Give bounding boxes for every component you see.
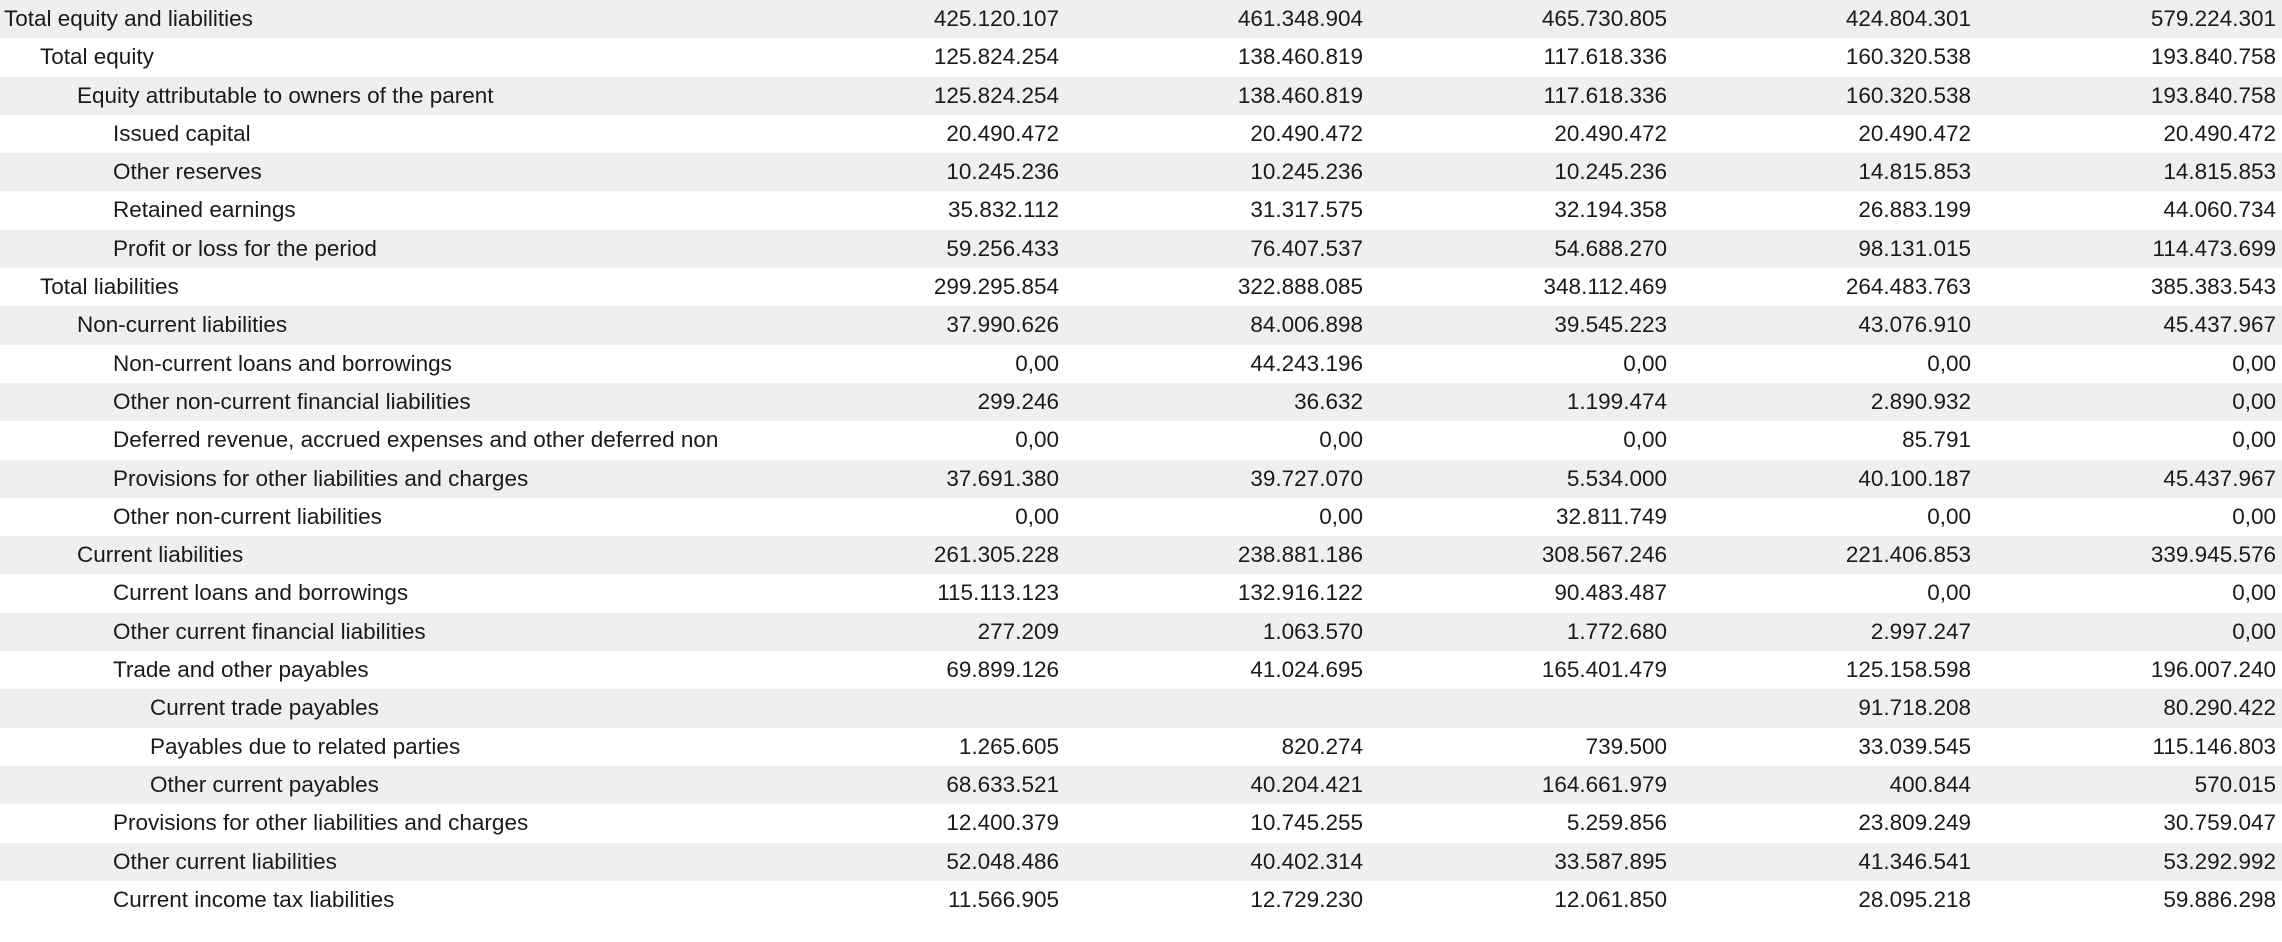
cell-value-col-2: 820.274 [1281, 733, 1363, 759]
cell-value-col-2: 0,00 [1319, 427, 1363, 453]
cell-value-col-1: 125.824.254 [933, 44, 1059, 70]
cell-value-col-5: 59.886.298 [2163, 886, 2276, 912]
table-row [0, 268, 2282, 306]
row-label: Provisions for other liabilities and charges [113, 465, 529, 491]
cell-value-col-5: 80.290.422 [2163, 695, 2276, 721]
cell-value-col-5: 0,00 [2232, 350, 2276, 376]
table-row [0, 766, 2282, 804]
table-row [0, 536, 2282, 574]
table-row [0, 345, 2282, 383]
cell-value-col-3: 164.661.979 [1541, 771, 1667, 797]
cell-value-col-1: 37.691.380 [946, 465, 1059, 491]
cell-value-col-3: 32.811.749 [1556, 503, 1667, 529]
cell-value-col-4: 264.483.763 [1845, 274, 1971, 300]
table-row [0, 728, 2282, 766]
cell-value-col-4: 400.844 [1889, 771, 1971, 797]
cell-value-col-3: 90.483.487 [1554, 580, 1667, 606]
row-label: Non-current liabilities [77, 312, 288, 338]
cell-value-col-2: 322.888.085 [1237, 274, 1363, 300]
row-label: Other current financial liabilities [113, 618, 426, 644]
table-row [0, 613, 2282, 651]
cell-value-col-1: 69.899.126 [946, 657, 1059, 683]
cell-value-col-2: 12.729.230 [1250, 886, 1363, 912]
cell-value-col-5: 579.224.301 [2150, 6, 2276, 31]
cell-value-col-3: 348.112.469 [1543, 274, 1667, 300]
cell-value-col-2: 20.490.472 [1250, 120, 1363, 146]
cell-value-col-4: 424.804.301 [1845, 6, 1971, 31]
cell-value-col-5: 196.007.240 [2150, 657, 2276, 683]
cell-value-col-3: 739.500 [1585, 733, 1667, 759]
cell-value-col-3: 0,00 [1623, 350, 1667, 376]
cell-value-col-3: 5.534.000 [1566, 465, 1667, 491]
cell-value-col-1: 12.400.379 [946, 810, 1059, 836]
cell-value-col-1: 0,00 [1015, 350, 1059, 376]
cell-value-col-3: 1.772.680 [1566, 618, 1667, 644]
cell-value-col-4: 0,00 [1927, 350, 1971, 376]
cell-value-col-1: 35.832.112 [948, 197, 1059, 223]
table-row [0, 689, 2282, 727]
cell-value-col-2: 132.916.122 [1237, 580, 1363, 606]
cell-value-col-5: 115.146.803 [2152, 733, 2276, 759]
cell-value-col-5: 30.759.047 [2163, 810, 2276, 836]
cell-value-col-3: 117.618.336 [1543, 82, 1667, 108]
row-label: Equity attributable to owners of the parent [77, 82, 494, 108]
cell-value-col-3: 54.688.270 [1554, 235, 1667, 261]
table-row [0, 498, 2282, 536]
cell-value-col-3: 20.490.472 [1554, 120, 1667, 146]
cell-value-col-4: 14.815.853 [1858, 159, 1971, 185]
row-label: Current trade payables [150, 695, 379, 721]
cell-value-col-3: 465.730.805 [1541, 6, 1667, 31]
row-label: Current liabilities [77, 542, 244, 568]
row-label: Provisions for other liabilities and charges [113, 810, 529, 836]
cell-value-col-4: 2.890.932 [1870, 388, 1971, 414]
row-label: Issued capital [113, 120, 251, 146]
cell-value-col-5: 45.437.967 [2163, 312, 2276, 338]
cell-value-col-1: 0,00 [1015, 427, 1059, 453]
cell-value-col-2: 39.727.070 [1250, 465, 1363, 491]
cell-value-col-3: 0,00 [1623, 427, 1667, 453]
cell-value-col-5: 339.945.576 [2150, 542, 2276, 568]
row-label: Current income tax liabilities [113, 886, 395, 912]
cell-value-col-3: 1.199.474 [1566, 388, 1667, 414]
cell-value-col-2: 31.317.575 [1250, 197, 1363, 223]
row-label: Non-current loans and borrowings [113, 350, 452, 376]
table-row [0, 230, 2282, 268]
table-row [0, 383, 2282, 421]
cell-value-col-1: 10.245.236 [946, 159, 1059, 185]
cell-value-col-4: 98.131.015 [1858, 235, 1971, 261]
table-row [0, 460, 2282, 498]
cell-value-col-5: 14.815.853 [2163, 159, 2276, 185]
table-row [0, 421, 2282, 459]
cell-value-col-5: 44.060.734 [2163, 197, 2276, 223]
cell-value-col-4: 20.490.472 [1858, 120, 1971, 146]
row-label: Profit or loss for the period [113, 235, 377, 261]
cell-value-col-2: 40.402.314 [1250, 848, 1363, 874]
row-label: Deferred revenue, accrued expenses and other deferred non [113, 427, 719, 453]
cell-value-col-2: 84.006.898 [1250, 312, 1363, 338]
table-row [0, 843, 2282, 881]
table-row [0, 77, 2282, 115]
cell-value-col-1: 11.566.905 [948, 886, 1059, 912]
cell-value-col-1: 115.113.123 [937, 580, 1059, 606]
cell-value-col-5: 0,00 [2232, 503, 2276, 529]
cell-value-col-1: 0,00 [1015, 503, 1059, 529]
cell-value-col-1: 37.990.626 [946, 312, 1059, 338]
cell-value-col-4: 0,00 [1927, 503, 1971, 529]
cell-value-col-5: 0,00 [2232, 427, 2276, 453]
row-label: Total equity [40, 44, 154, 70]
cell-value-col-4: 33.039.545 [1858, 733, 1971, 759]
cell-value-col-2: 238.881.186 [1237, 542, 1363, 568]
row-label: Other reserves [113, 159, 262, 185]
cell-value-col-5: 0,00 [2232, 580, 2276, 606]
cell-value-col-3: 308.567.246 [1541, 542, 1667, 568]
cell-value-col-3: 39.545.223 [1554, 312, 1667, 338]
cell-value-col-2: 41.024.695 [1250, 657, 1363, 683]
cell-value-col-4: 28.095.218 [1858, 886, 1971, 912]
cell-value-col-3: 165.401.479 [1541, 657, 1667, 683]
table-row [0, 191, 2282, 229]
row-label: Trade and other payables [113, 657, 369, 683]
table-row [0, 651, 2282, 689]
cell-value-col-5: 114.473.699 [2152, 235, 2276, 261]
cell-value-col-3: 10.245.236 [1554, 159, 1667, 185]
row-label: Other non-current liabilities [113, 503, 382, 529]
row-label: Total liabilities [40, 274, 179, 300]
cell-value-col-5: 53.292.992 [2163, 848, 2276, 874]
cell-value-col-2: 461.348.904 [1237, 6, 1363, 31]
cell-value-col-5: 45.437.967 [2163, 465, 2276, 491]
cell-value-col-1: 261.305.228 [933, 542, 1059, 568]
cell-value-col-2: 0,00 [1319, 503, 1363, 529]
table-row [0, 804, 2282, 842]
table-row [0, 306, 2282, 344]
cell-value-col-4: 43.076.910 [1858, 312, 1971, 338]
cell-value-col-3: 12.061.850 [1554, 886, 1667, 912]
cell-value-col-4: 160.320.538 [1845, 82, 1971, 108]
cell-value-col-1: 52.048.486 [946, 848, 1059, 874]
row-label: Retained earnings [113, 197, 296, 223]
table-row [0, 153, 2282, 191]
cell-value-col-1: 277.209 [977, 618, 1059, 644]
cell-value-col-2: 10.745.255 [1250, 810, 1363, 836]
cell-value-col-4: 125.158.598 [1845, 657, 1971, 683]
cell-value-col-2: 76.407.537 [1250, 235, 1363, 261]
cell-value-col-1: 20.490.472 [946, 120, 1059, 146]
cell-value-col-3: 32.194.358 [1554, 197, 1667, 223]
cell-value-col-1: 1.265.605 [958, 733, 1059, 759]
cell-value-col-4: 41.346.541 [1858, 848, 1971, 874]
cell-value-col-4: 23.809.249 [1858, 810, 1971, 836]
cell-value-col-4: 0,00 [1927, 580, 1971, 606]
cell-value-col-2: 44.243.196 [1250, 350, 1363, 376]
cell-value-col-4: 160.320.538 [1845, 44, 1971, 70]
cell-value-col-2: 40.204.421 [1250, 771, 1363, 797]
cell-value-col-3: 5.259.856 [1566, 810, 1667, 836]
cell-value-col-2: 10.245.236 [1250, 159, 1363, 185]
cell-value-col-1: 59.256.433 [946, 235, 1059, 261]
table-row [0, 881, 2282, 919]
row-label: Payables due to related parties [150, 733, 461, 759]
table-row [0, 574, 2282, 612]
cell-value-col-5: 0,00 [2232, 388, 2276, 414]
row-label: Other current liabilities [113, 848, 337, 874]
row-label: Total equity and liabilities [4, 6, 253, 31]
row-label: Current loans and borrowings [113, 580, 409, 606]
cell-value-col-1: 68.633.521 [946, 771, 1059, 797]
cell-value-col-1: 125.824.254 [933, 82, 1059, 108]
row-label: Other non-current financial liabilities [113, 388, 471, 414]
cell-value-col-4: 40.100.187 [1858, 465, 1971, 491]
cell-value-col-4: 2.997.247 [1870, 618, 1971, 644]
cell-value-col-2: 138.460.819 [1237, 82, 1363, 108]
cell-value-col-1: 299.295.854 [933, 274, 1059, 300]
cell-value-col-1: 425.120.107 [933, 6, 1059, 31]
table-row [0, 0, 2282, 38]
cell-value-col-5: 385.383.543 [2150, 274, 2276, 300]
cell-value-col-4: 91.718.208 [1858, 695, 1971, 721]
cell-value-col-5: 570.015 [2194, 771, 2276, 797]
cell-value-col-4: 85.791 [1902, 427, 1971, 453]
cell-value-col-5: 193.840.758 [2150, 82, 2276, 108]
cell-value-col-2: 36.632 [1294, 388, 1363, 414]
row-label: Other current payables [150, 771, 379, 797]
table-row [0, 115, 2282, 153]
cell-value-col-4: 26.883.199 [1858, 197, 1971, 223]
cell-value-col-5: 193.840.758 [2150, 44, 2276, 70]
cell-value-col-3: 117.618.336 [1543, 44, 1667, 70]
cell-value-col-3: 33.587.895 [1554, 848, 1667, 874]
cell-value-col-1: 299.246 [977, 388, 1059, 414]
cell-value-col-2: 138.460.819 [1237, 44, 1363, 70]
cell-value-col-5: 20.490.472 [2163, 120, 2276, 146]
cell-value-col-2: 1.063.570 [1262, 618, 1363, 644]
cell-value-col-4: 221.406.853 [1845, 542, 1971, 568]
table-row [0, 38, 2282, 76]
cell-value-col-5: 0,00 [2232, 618, 2276, 644]
